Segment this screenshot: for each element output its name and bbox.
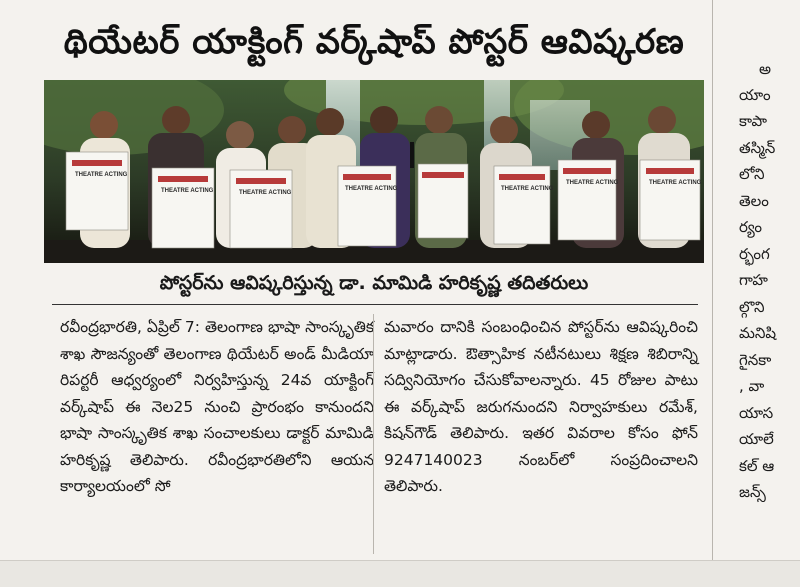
adjacent-text-fragment: కాపా xyxy=(739,112,768,130)
poster-text: THEATRE ACTING xyxy=(649,180,702,186)
page-margin-left xyxy=(0,0,40,586)
article-photo xyxy=(44,80,704,263)
poster-text: THEATRE ACTING xyxy=(239,190,292,196)
caption-divider xyxy=(52,304,698,305)
adjacent-text-fragment: జన్స్ xyxy=(739,483,766,501)
adjacent-text-fragment: , వా xyxy=(739,377,765,395)
adjacent-text-fragment: యాస xyxy=(739,404,774,422)
adjacent-text-fragment: కల్ ఆ xyxy=(739,457,775,475)
adjacent-text-fragment: తస్మిన్ xyxy=(739,139,776,157)
adjacent-text-fragment: ల్గొని xyxy=(739,298,765,316)
poster-text: THEATRE ACTING xyxy=(345,186,398,192)
adjacent-text-fragment: యాం xyxy=(739,86,771,104)
adjacent-text-fragment: ర్యం xyxy=(739,218,763,236)
adjacent-article-column xyxy=(712,0,800,560)
adjacent-text-fragment: లోని xyxy=(739,165,765,183)
article-body-text: మవారం దానికి సంబంధించిన పోస్టర్‌ను ఆవిష్కరించి మాట్లాడారు. ఔత్సాహిక నటీనటులు శిక్షణ శిబిరాన్ని సద్వినియోగం చేసుకోవాలన్నారు. 45 రోజుల పాటు ఈ వర్క్‌షాప్ జరుగనుందని నిర్వాహకులు రమేశ్, కిషన్‌గౌడ్ తెలిపారు. ఇతర వివరాల కోసం ఫోన్ 9247140023 నంబర్‌లో సంప్రదించాలని తెలిపారు. xyxy=(384,318,698,495)
page-bottom-margin xyxy=(0,560,800,587)
poster-text: THEATRE ACTING xyxy=(161,188,214,194)
adjacent-text-fragment: గాహ xyxy=(739,271,768,289)
article-body-text: రవీంద్రభారతి, ఏప్రిల్ 7: తెలంగాణ భాషా సాంస్కృతిక శాఖ సౌజన్యంతో తెలంగాణ థియేటర్ అండ్ మీడియా రిపర్టరీ ఆధ్వర్యంలో నిర్వహిస్తున్న 24వ యాక్టింగ్ వర్క్‌షాప్ ఈ నెల25 నుంచి ప్రారంభం కానుందని భాషా సాంస్కృతిక శాఖ సంచాలకులు డాక్టర్ మామిడి హరికృష్ణ తెలిపారు. రవీంద్రభారతిలోని ఆయన కార్యాలయంలో సో xyxy=(60,318,374,495)
photo-caption: పోస్టర్‌ను ఆవిష్కరిస్తున్న డా. మామిడి హరికృష్ణ తదితరులు xyxy=(159,272,589,294)
article-headline: థియేటర్ యాక్టింగ్ వర్క్‌షాప్ పోస్టర్ ఆవిష్కరణ xyxy=(63,22,685,62)
adjacent-text-fragment: అ xyxy=(759,60,772,78)
microphone-icon xyxy=(410,142,414,168)
adjacent-text-fragment: తెలం xyxy=(739,192,769,210)
column-divider xyxy=(373,314,374,554)
poster-text: THEATRE ACTING xyxy=(501,186,554,192)
article-column-1 xyxy=(60,314,374,500)
article-column-2 xyxy=(384,314,698,500)
news-article xyxy=(42,0,706,560)
adjacent-text-fragment: గైనకా xyxy=(739,351,772,369)
adjacent-text-fragment: మనిషి xyxy=(739,324,777,342)
poster-text: THEATRE ACTING xyxy=(566,180,619,186)
adjacent-text-fragment: ర్భంగ xyxy=(739,245,770,263)
adjacent-text-fragment: యాలే xyxy=(739,430,774,448)
poster-text: THEATRE ACTING xyxy=(75,172,128,178)
